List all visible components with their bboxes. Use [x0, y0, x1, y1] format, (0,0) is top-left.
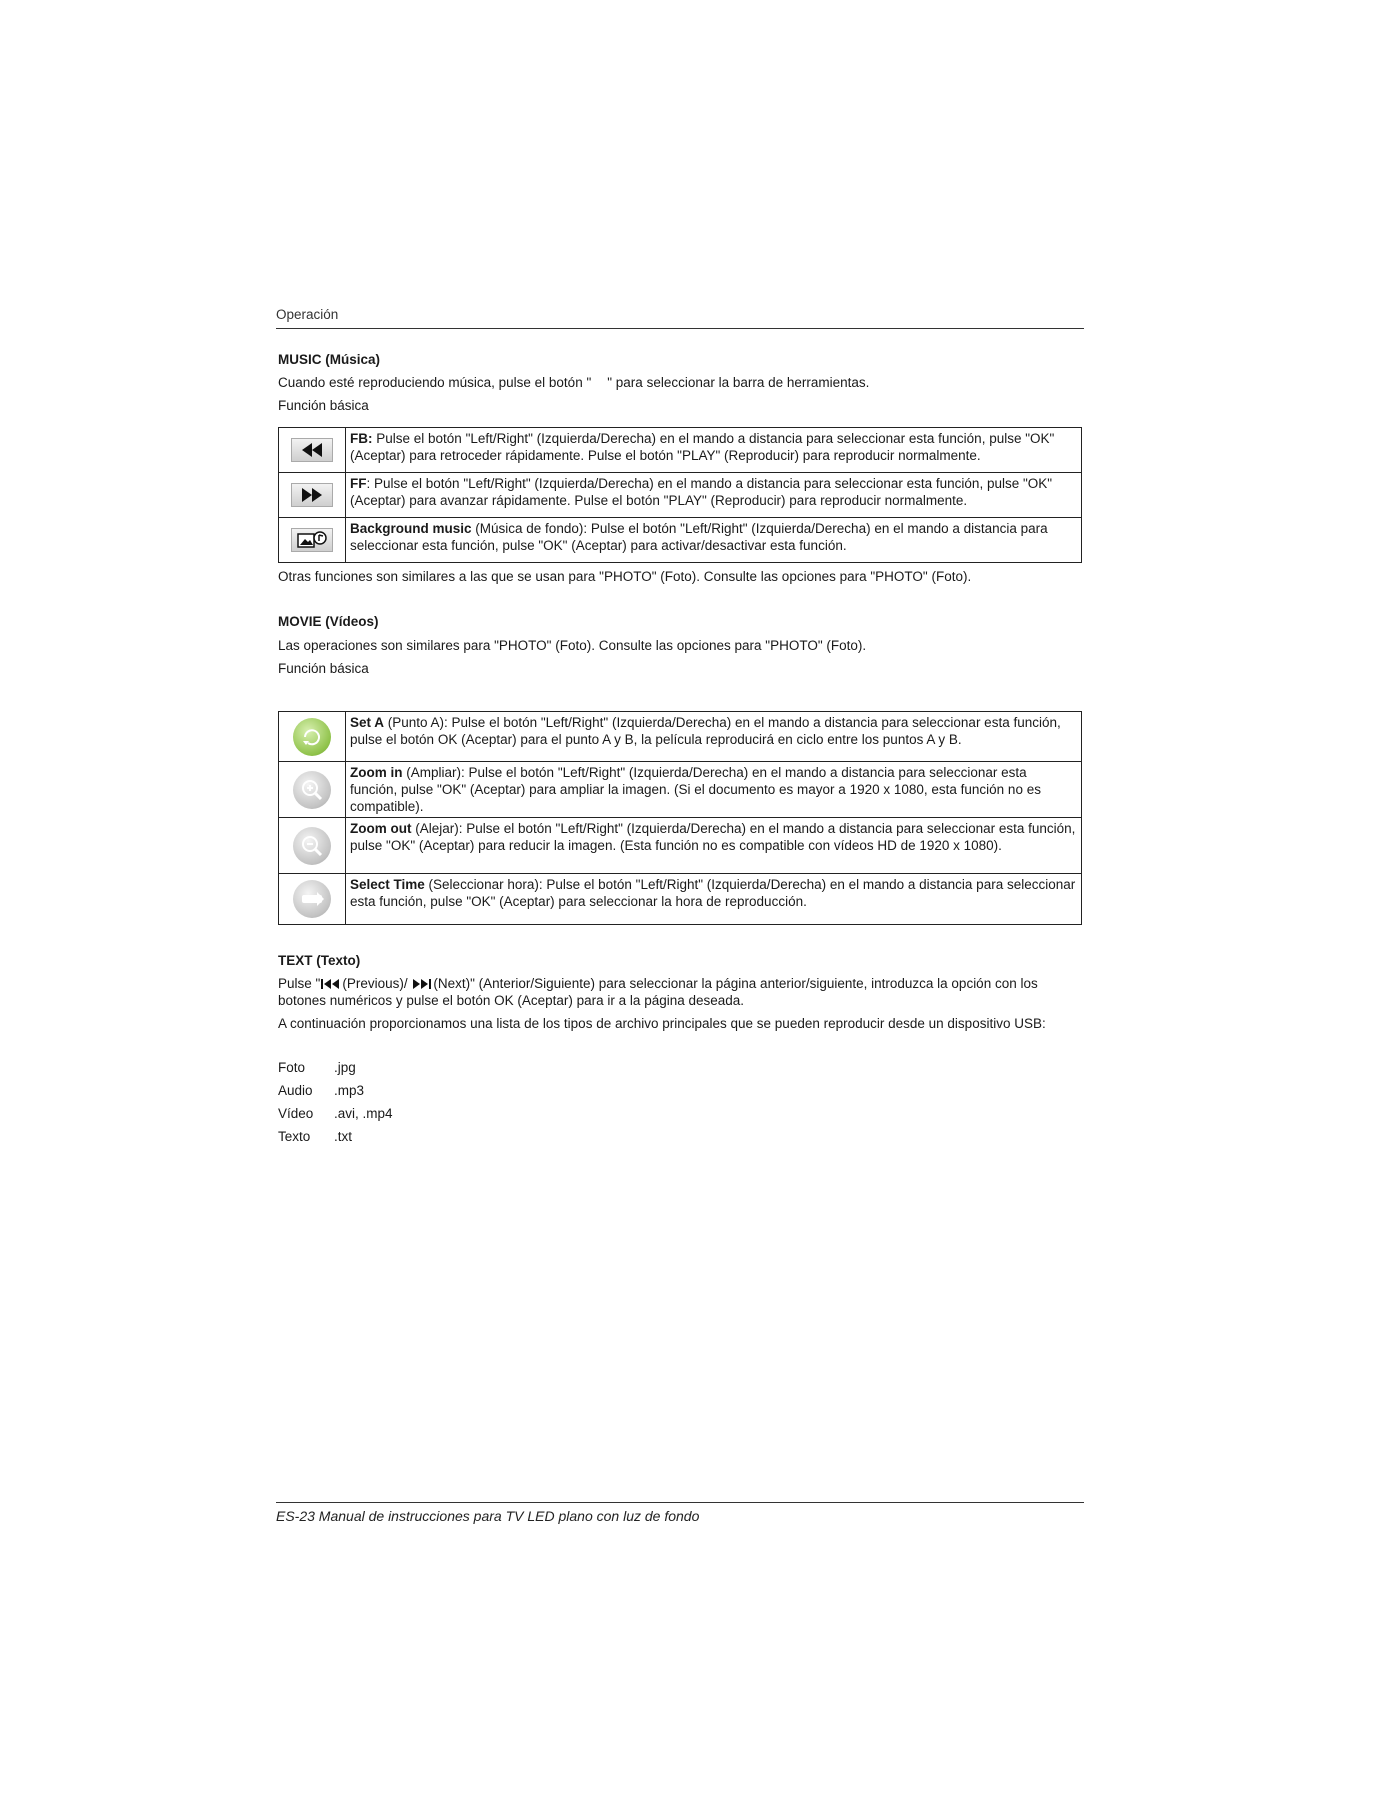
fast-forward-icon: [291, 483, 333, 507]
function-text: : Pulse el botón "Left/Right" (Izquierda/Derecha) en el mando a distancia para seleccionar esta función, pulse "OK" (Aceptar) para avanzar rápidamente. Pulse el botón "PLAY" (Reproducir) para reproducir normalmente.: [350, 476, 1053, 508]
function-label: Background music: [350, 521, 472, 536]
function-text: (Ampliar): Pulse el botón "Left/Right" (Izquierda/Derecha) en el mando a distancia para seleccionar esta función, pulse "OK" (Aceptar) para ampliar la imagen. (Si el documento es mayor a 1920 x 1080, esta función no es compatible).: [350, 765, 1041, 814]
select-time-icon: [293, 880, 331, 918]
function-label: FB:: [350, 431, 373, 446]
text-section: [278, 952, 1082, 1032]
music-intro: [278, 374, 1082, 391]
page-footer: ES-23 Manual de instrucciones para TV LED plano con luz de fondo: [276, 1508, 700, 1524]
function-label: Zoom out: [350, 821, 412, 836]
file-extension: .txt: [334, 1129, 353, 1144]
music-heading: MUSIC (Música): [278, 352, 381, 367]
movie-intro: Las operaciones son similares para "PHOTO" (Foto). Consulte las opciones para "PHOTO" (Foto).: [278, 638, 867, 653]
rewind-icon: [291, 438, 333, 462]
function-label: Zoom in: [350, 765, 403, 780]
function-label: Set A: [350, 715, 385, 730]
text-line-rest: (Next)" (Anterior/Siguiente) para seleccionar la página anterior/siguiente, introduzca la opción con los botones numéricos y pulse el botón OK (Aceptar) para ir a la página deseada.: [278, 976, 1038, 1008]
function-description: [346, 818, 1082, 874]
footer-rule: [276, 1502, 1084, 1503]
music-basic-function: Función básica: [278, 398, 369, 413]
function-text: (Punto A): Pulse el botón "Left/Right" (Izquierda/Derecha) en el mando a distancia para seleccionar esta función, pulse el botón OK (Aceptar) para el punto A y B, la película reproducirá en ciclo entre los puntos A y B.: [350, 715, 1061, 747]
file-types-list: [278, 1059, 393, 1151]
music-function-table: [278, 427, 1082, 585]
music-intro-before: Cuando esté reproduciendo música, pulse el botón ": [278, 375, 592, 390]
file-type: Foto: [278, 1060, 306, 1075]
previous-label: (Previous)/: [342, 976, 412, 991]
table-row: [279, 874, 1082, 925]
file-extension: .avi, .mp4: [334, 1106, 393, 1121]
movie-heading: MOVIE (Vídeos): [278, 614, 379, 629]
function-description: [346, 473, 1082, 518]
function-description: [346, 762, 1082, 818]
table-row: [279, 428, 1082, 473]
running-head: Operación: [276, 307, 339, 322]
function-label: FF: [350, 476, 367, 491]
previous-icon: [320, 978, 342, 990]
movie-basic-function: Función básica: [278, 661, 369, 676]
header-rule: [276, 328, 1084, 329]
file-extension: .mp3: [334, 1083, 365, 1098]
icon-cell: [279, 473, 346, 518]
function-description: [346, 874, 1082, 925]
list-item: [278, 1059, 393, 1082]
movie-function-table: [278, 711, 1082, 925]
list-item: [278, 1105, 393, 1128]
music-intro-after: " para seleccionar la barra de herramientas.: [607, 375, 870, 390]
file-type: Texto: [278, 1129, 311, 1144]
table-row: [279, 518, 1082, 563]
music-table: [278, 427, 1082, 563]
movie-section: [278, 613, 1082, 677]
zoom-out-icon: [293, 827, 331, 865]
icon-cell: [279, 762, 346, 818]
function-text: (Alejar): Pulse el botón "Left/Right" (Izquierda/Derecha) en el mando a distancia para seleccionar esta función, pulse "OK" (Aceptar) para reducir la imagen. (Esta función no es compatible con vídeos HD de 1920 x 1080).: [350, 821, 1076, 853]
file-types-intro: A continuación proporcionamos una lista de los tipos de archivo principales que se pueden reproducir desde un dispositivo USB:: [278, 1016, 1046, 1031]
function-text: (Seleccionar hora): Pulse el botón "Left/Right" (Izquierda/Derecha) en el mando a distancia para seleccionar esta función, pulse "OK" (Aceptar) para seleccionar la hora de reproducción.: [350, 877, 1076, 909]
file-type: Audio: [278, 1083, 313, 1098]
next-icon: [411, 978, 433, 990]
icon-cell: [279, 428, 346, 473]
function-text: (Música de fondo): Pulse el botón "Left/Right" (Izquierda/Derecha) en el mando a distancia para seleccionar esta función, pulse "OK" (Aceptar) para activar/desactivar esta función.: [350, 521, 1048, 553]
zoom-in-icon: [293, 771, 331, 809]
list-item: [278, 1082, 393, 1105]
file-extension: .jpg: [334, 1060, 356, 1075]
music-section: [278, 351, 1082, 414]
manual-page: [276, 0, 1084, 1812]
table-row: [279, 762, 1082, 818]
text-instructions: [278, 975, 1082, 1009]
function-description: [346, 428, 1082, 473]
background-music-icon: [291, 528, 333, 552]
function-description: [346, 712, 1082, 762]
music-note: Otras funciones son similares a las que se usan para "PHOTO" (Foto). Consulte las opciones para "PHOTO" (Foto).: [278, 569, 972, 584]
function-text: Pulse el botón "Left/Right" (Izquierda/Derecha) en el mando a distancia para seleccionar esta función, pulse "OK" (Aceptar) para retroceder rápidamente. Pulse el botón "PLAY" (Reproducir) para reproducir normalmente.: [350, 431, 1055, 463]
function-label: Select Time: [350, 877, 425, 892]
text-heading: TEXT (Texto): [278, 953, 361, 968]
movie-table: [278, 711, 1082, 925]
set-a-icon: [293, 718, 331, 756]
file-type: Vídeo: [278, 1106, 314, 1121]
icon-cell: [279, 518, 346, 563]
function-description: [346, 518, 1082, 563]
list-item: [278, 1128, 393, 1151]
text-line-start: Pulse ": [278, 976, 321, 991]
table-row: [279, 712, 1082, 762]
icon-cell: [279, 712, 346, 762]
table-row: [279, 818, 1082, 874]
table-row: [279, 473, 1082, 518]
icon-cell: [279, 874, 346, 925]
icon-cell: [279, 818, 346, 874]
